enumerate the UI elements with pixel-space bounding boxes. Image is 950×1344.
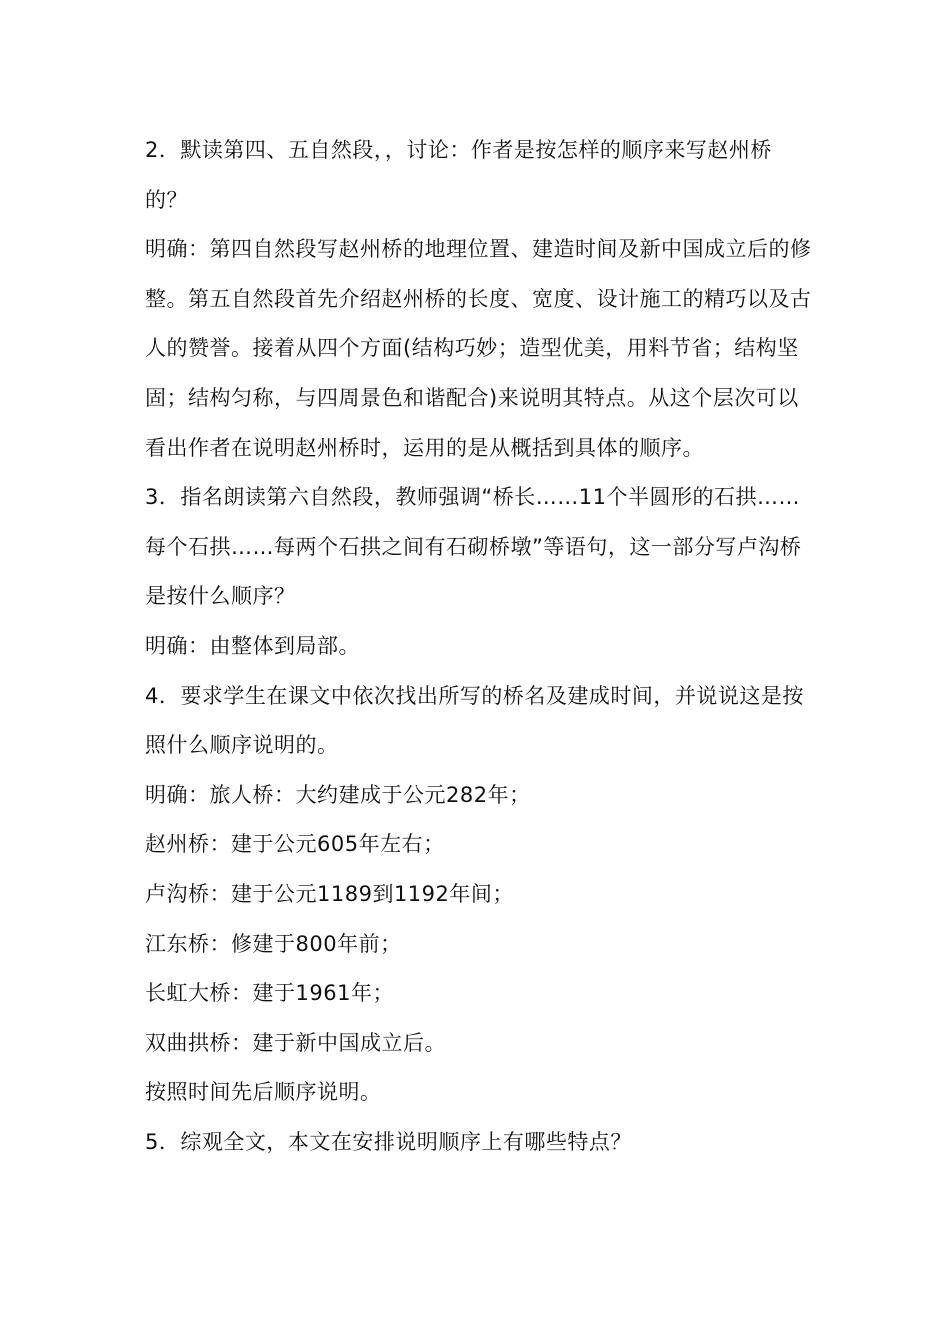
answer-4-shuangqu-bridge: 双曲拱桥：建于新中国成立后。 (145, 1030, 446, 1055)
answer-4-zhaozhou-bridge: 赵州桥：建于公元605年左右； (145, 832, 445, 857)
question-4: 4．要求学生在课文中依次找出所写的桥名及建成时间，并说说这是按照什么顺序说明的。 (145, 683, 804, 758)
question-2: 2．默读第四、五自然段，，讨论：作者是按怎样的顺序来写赵州桥的？ (145, 138, 772, 212)
answer-2: 明确：第四自然段写赵州桥的地理位置、建造时间及新中国成立后的修整。第五自然段首先介绍赵州桥的长度、宽度、设计施工的精巧以及古人的赞誉。接着从四个方面(结构巧妙；造型优美，用料节省；结构坚固；结构匀称，与四周景色和谐配合)来说明其特点。从这个层次可以看出作者在说明赵州桥时，运用的是从概括到具体的顺序。 (145, 237, 812, 460)
answer-4-jiangdong-bridge: 江东桥：修建于800年前； (145, 931, 402, 956)
document-body (145, 126, 813, 1167)
answer-4-lugou-bridge: 卢沟桥：建于公元1189到1192年间； (145, 881, 514, 906)
answer-4-changhong-bridge: 长虹大桥：建于1961年； (145, 981, 394, 1006)
answer-4-lvren-bridge: 明确：旅人桥：大约建成于公元282年； (145, 782, 531, 807)
question-3: 3．指名朗读第六自然段，教师强调“桥长……11个半圆形的石拱……每个石拱……每两个石拱之间有石砌桥墩”等语句，这一部分写卢沟桥是按什么顺序？ (145, 485, 802, 609)
question-5: 5．综观全文，本文在安排说明顺序上有哪些特点？ (145, 1129, 632, 1154)
answer-3: 明确：由整体到局部。 (145, 633, 360, 658)
answer-4-conclusion: 按照时间先后顺序说明。 (145, 1080, 382, 1105)
